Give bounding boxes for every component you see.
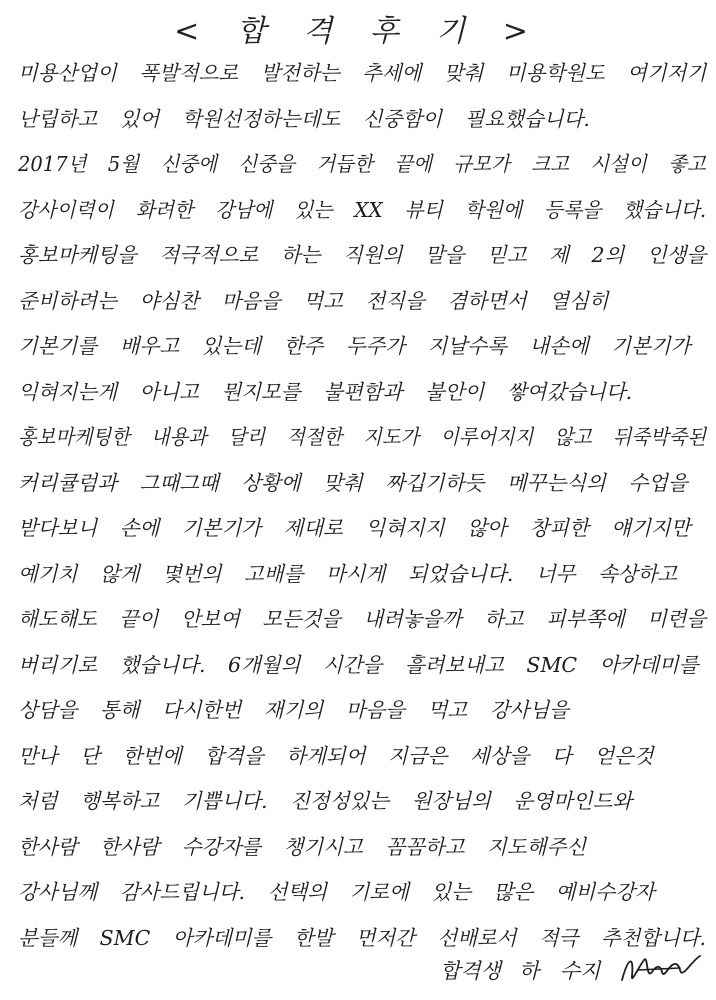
letter-line: 난립하고 있어 학원선정하는데도 신중함이 필요했습니다. — [18, 106, 590, 131]
letter-line: 해도해도 끝이 안보여 모든것을 내려놓을까 하고 피부쪽에 미련을 — [18, 607, 707, 631]
letter-title: < 합 격 후 기 > — [174, 14, 542, 49]
letter-line: 처럼 행복하고 기쁩니다. 진정성있는 원장님의 운영마인드와 — [18, 789, 633, 813]
letter-footer — [440, 948, 710, 992]
letter-line: 받다보니 손에 기본기가 제대로 익혀지지 않아 창피한 얘기지만 — [18, 516, 691, 540]
letter-line: 상담을 통해 다시한번 재기의 마음을 먹고 강사님을 — [18, 698, 569, 722]
footer-label: 합격생 — [440, 959, 501, 983]
letter-line: 커리큘럼과 그때그때 상황에 맞춰 짜깁기하듯 메꾸는식의 수업을 — [18, 470, 688, 495]
letter-line: 2017년 5월 신중에 신중을 거듭한 끝에 규모가 크고 시설이 좋고 — [18, 152, 706, 176]
letter-line: 강사님께 감사드립니다. 선택의 기로에 있는 많은 예비수강자 — [18, 880, 655, 904]
letter-line: 만나 단 한번에 합격을 하게되어 지금은 세상을 다 얻은것 — [18, 743, 654, 768]
letter-line: 미용산업이 폭발적으로 발전하는 추세에 맞춰 미용학원도 여기저기 — [18, 61, 707, 85]
author-name: 하 수지 — [518, 959, 601, 983]
letter-line: 홍보마케팅을 적극적으로 하는 직원의 말을 믿고 제 2의 인생을 — [18, 243, 707, 267]
letter-line: 예기치 않게 몇번의 고배를 마시게 되었습니다. 너무 속상하고 — [18, 561, 678, 586]
letter-line: 분들께 SMC 아카데미를 한발 먼저간 선배로서 적극 추천합니다. — [18, 925, 707, 950]
letter-line: 버리기로 했습니다. 6개월의 시간을 흘려보내고 SMC 아카데미를 — [18, 652, 699, 677]
letter-line: 한사람 한사람 수강자를 챙기시고 꼼꼼하고 지도해주신 — [18, 834, 587, 859]
letter-line: 기본기를 배우고 있는데 한주 두주가 지날수록 내손에 기본기가 — [18, 334, 691, 358]
letter-line: 준비하려는 야심찬 마음을 먹고 전직을 겸하면서 열심히 — [18, 288, 609, 313]
letter-line: 홍보마케팅한 내용과 달리 적절한 지도가 이루어지지 않고 뒤죽박죽된 — [18, 425, 706, 449]
letter-line: 익혀지는게 아니고 뭔지모를 불편함과 불안이 쌓여갔습니다. — [18, 379, 633, 404]
letter-body — [18, 56, 708, 966]
signature-icon — [618, 950, 702, 990]
letter-line: 강사이력이 화려한 강남에 있는 XX 뷰티 학원에 등록을 했습니다. — [18, 197, 707, 222]
